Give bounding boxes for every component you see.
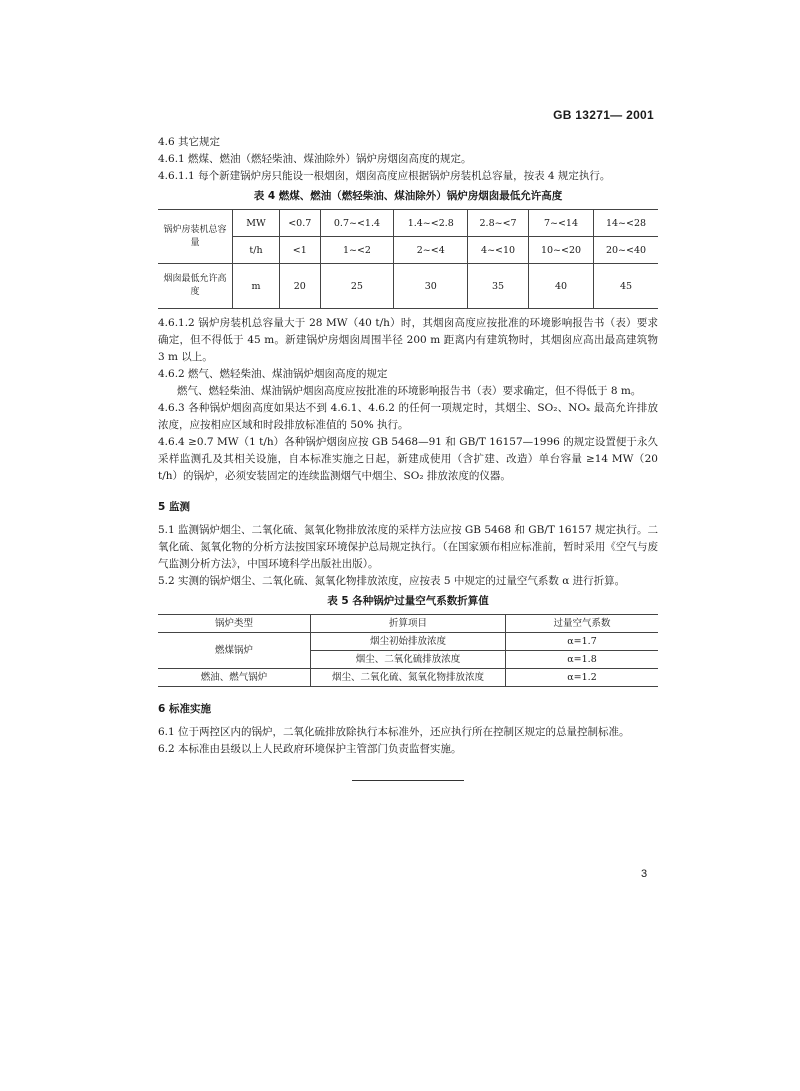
height-cell: 30	[394, 264, 468, 309]
mw-range-cell: 14~<28	[594, 210, 658, 237]
mw-range-cell: 7~<14	[528, 210, 593, 237]
table-5-caption: 表 5 各种锅炉过量空气系数折算值	[327, 595, 489, 607]
height-cell: 25	[320, 264, 394, 309]
height-cell: 45	[594, 264, 658, 309]
th-range-cell: 2~<4	[394, 237, 468, 264]
coal-boiler-label: 燃煤锅炉	[158, 633, 311, 669]
clause-4-6-3: 4.6.3 各种锅炉烟囱高度如果达不到 4.6.1、4.6.2 的任何一项规定时，其烟尘、SO₂、NOₓ 最高允许排放浓度，应按相应区域和时段排放标准值的 50% 执行。	[158, 402, 658, 431]
clause-6-1: 6.1 位于两控区内的锅炉，二氧化硫排放除执行本标准外，还应执行所在控制区规定的总量控制标准。	[158, 726, 630, 738]
th-range-cell: 1~<2	[320, 237, 394, 264]
table-4-caption: 表 4 燃煤、燃油（燃轻柴油、煤油除外）锅炉房烟囱最低允许高度	[253, 190, 563, 202]
section-4-6-title: 4.6 其它规定	[158, 136, 221, 148]
section-6-title: 6 标准实施	[158, 703, 211, 715]
height-label: 烟囱最低允许高度	[158, 264, 233, 309]
clause-4-6-4: 4.6.4 ≥0.7 MW（1 t/h）各种锅炉烟囱应按 GB 5468—91 和 GB/T 16157—1996 的规定设置便于永久采样监测孔及其相关设施，自本标准实施之日起，新建成使用（含扩建、改造）单台容量 ≥14 MW（20 t/h）的锅炉，必须安装固定的连续监测烟气中烟尘、SO₂ 排放浓度的仪器。	[158, 436, 658, 482]
oil-gas-alpha: α=1.2	[506, 669, 659, 687]
mw-range-cell: 2.8~<7	[468, 210, 529, 237]
coal-item: 烟尘、二氧化硫排放浓度	[311, 651, 506, 669]
section-5-title: 5 监测	[158, 501, 190, 513]
clause-5-2: 5.2 实测的锅炉烟尘、二氧化硫、氮氧化物排放浓度，应按表 5 中规定的过量空气系数 α 进行折算。	[158, 575, 626, 587]
capacity-label: 锅炉房装机总容量	[158, 210, 233, 264]
mw-range-cell: 0.7~<1.4	[320, 210, 394, 237]
table-5-header: 过量空气系数	[506, 615, 659, 633]
end-rule	[352, 780, 464, 781]
th-range-cell: 20~<40	[594, 237, 658, 264]
coal-item: 烟尘初始排放浓度	[311, 633, 506, 651]
clause-4-6-1-2: 4.6.1.2 锅炉房装机总容量大于 28 MW（40 t/h）时，其烟囱高度应按批准的环境影响报告书（表）要求确定，但不得低于 45 m。新建锅炉房烟囱周围半径 200 m 距离内有建筑物时，其烟囱应高出最高建筑物 3 m 以上。	[158, 317, 658, 363]
document-body	[158, 134, 658, 758]
clause-4-6-2-body: 燃气、燃轻柴油、煤油锅炉烟囱高度应按批准的环境影响报告书（表）要求确定，但不得低于 8 m。	[177, 385, 642, 397]
page-number: 3	[641, 868, 648, 880]
table-4	[158, 209, 658, 309]
mw-range-cell: <0.7	[280, 210, 321, 237]
oil-gas-boiler-label: 燃油、燃气锅炉	[158, 669, 311, 687]
table-5-header: 折算项目	[311, 615, 506, 633]
clause-4-6-1-1: 4.6.1.1 每个新建锅炉房只能设一根烟囱，烟囱高度应根据锅炉房装机总容量，按表 4 规定执行。	[158, 170, 611, 182]
standard-code: GB 13271— 2001	[553, 108, 654, 122]
th-range-cell: 4~<10	[468, 237, 529, 264]
clause-6-2: 6.2 本标准由县级以上人民政府环境保护主管部门负责监督实施。	[158, 743, 462, 755]
table-5-header: 锅炉类型	[158, 615, 311, 633]
unit-th: t/h	[233, 237, 280, 264]
th-range-cell: <1	[280, 237, 321, 264]
clause-5-1: 5.1 监测锅炉烟尘、二氧化硫、氮氧化物排放浓度的采样方法应按 GB 5468 和 GB/T 16157 规定执行。二氧化硫、氮氧化物的分析方法按国家环境保护总局规定执行。（在国家颁布相应标准前，暂时采用《空气与废气监测分析方法》，中国环境科学出版社出版）。	[158, 524, 658, 570]
height-unit: m	[233, 264, 280, 309]
th-range-cell: 10~<20	[528, 237, 593, 264]
coal-alpha: α=1.7	[506, 633, 659, 651]
coal-alpha: α=1.8	[506, 651, 659, 669]
height-cell: 35	[468, 264, 529, 309]
unit-mw: MW	[233, 210, 280, 237]
oil-gas-item: 烟尘、二氧化硫、氮氧化物排放浓度	[311, 669, 506, 687]
clause-4-6-2-title: 4.6.2 燃气、燃轻柴油、煤油锅炉烟囱高度的规定	[158, 368, 388, 380]
height-cell: 40	[528, 264, 593, 309]
mw-range-cell: 1.4~<2.8	[394, 210, 468, 237]
clause-4-6-1: 4.6.1 燃煤、燃油（燃轻柴油、煤油除外）锅炉房烟囱高度的规定。	[158, 153, 472, 165]
table-5	[158, 614, 658, 687]
height-cell: 20	[280, 264, 321, 309]
